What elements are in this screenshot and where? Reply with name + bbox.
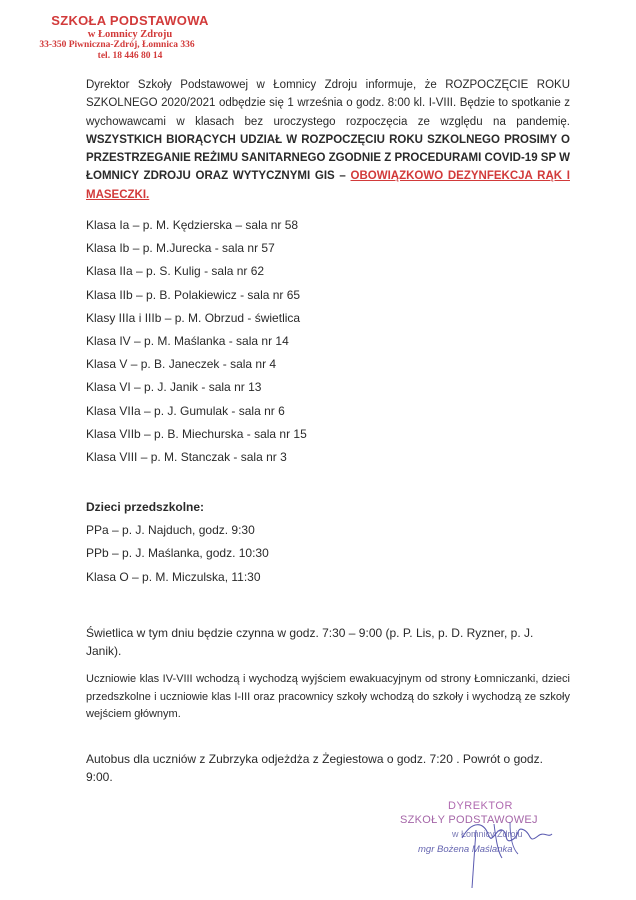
intro-sanitary-notice: WSZYSTKICH BIORĄCYCH UDZIAŁ W ROZPOCZĘCIU ROKU SZKOLNEGO PROSIMY O PRZESTRZEGANIE REŻIMU SANITARNEGO ZGODNIE Z PROCEDURAMI COVID-19 SP W ŁOMNICY ZDROJU ORAZ WYTYCZNYMI GIS –: [86, 133, 570, 183]
preschool-item: PPb – p. J. Maślanka, godz. 10:30: [86, 546, 269, 561]
preschool-item: PPa – p. J. Najduch, godz. 9:30: [86, 523, 255, 538]
class-item: Klasy IIIa i IIIb – p. M. Obrzud - świetlica: [86, 310, 301, 325]
class-item: Klasa VIIb – p. B. Miechurska - sala nr 15: [86, 426, 307, 441]
class-item: Klasa V – p. B. Janeczek - sala nr 4: [86, 357, 277, 372]
handwritten-signature: [392, 800, 562, 890]
director-signature-stamp: [392, 800, 562, 890]
class-room-list: [86, 216, 570, 471]
class-item: Klasa VIII – p. M. Stanczak - sala nr 3: [86, 449, 287, 464]
stamp-school-phone: tel. 18 446 80 14: [97, 50, 163, 61]
stamp-director-name: mgr Bożena Maślanka: [418, 844, 513, 855]
stamp-school-address: 33-350 Piwniczna-Zdrój, Łomnica 336: [39, 40, 195, 51]
class-item: Klasa Ib – p. M.Jurecka - sala nr 57: [86, 241, 275, 256]
class-item: Klasa IV – p. M. Maślanka - sala nr 14: [86, 334, 289, 349]
stamp-school-type: SZKOŁY PODSTAWOWEJ: [400, 814, 538, 826]
entrance-rules: Uczniowie klas IV-VIII wchodzą i wychodzą wyjściem ewakuacyjnym od strony Łomniczanki, dzieci przedszkolne i uczniowie klas I-III oraz pracownicy szkoły wchodzą do szkoły i wychodzą ze szkoły wejściem głównym.: [86, 673, 570, 721]
class-item: Klasa VIIa – p. J. Gumulak - sala nr 6: [86, 403, 285, 418]
stamp-school-place: w Łomnicy Zdroju: [452, 829, 523, 839]
preschool-heading: Dzieci przedszkolne:: [86, 500, 205, 515]
school-header-stamp: [40, 14, 220, 62]
class-item: Klasa Ia – p. M. Kędzierska – sala nr 58: [86, 218, 299, 233]
day-care-hours: Świetlica w tym dniu będzie czynna w godz. 7:30 – 9:00 (p. P. Lis, p. D. Ryzner, p. J. Janik).: [86, 625, 534, 658]
class-item: Klasa IIb – p. B. Polakiewicz - sala nr 65: [86, 287, 301, 302]
intro-mandatory-notice: OBOWIĄZKOWO DEZYNFEKCJA RĄK I MASECZKI.: [86, 170, 570, 201]
bus-schedule: Autobus dla uczniów z Zubrzyka odjeżdża z Żegiestowa o godz. 7:20 . Powrót o godz. 9:00.: [86, 751, 543, 785]
intro-text: Dyrektor Szkoły Podstawowej w Łomnicy Zdroju informuje, że ROZPOCZĘCIE ROKU SZKOLNEGO 2020/2021 odbędzie się 1 września o godz. 8:00 kl. I-VIII. Będzie to spotkanie z wychowawcami w klasach bez uroczystego rozpoczęcia ze względu na pandemię.: [86, 79, 570, 128]
intro-paragraph: [86, 76, 570, 204]
class-item: Klasa IIa – p. S. Kulig - sala nr 62: [86, 264, 265, 279]
document-body: [86, 76, 570, 786]
preschool-item: Klasa O – p. M. Miczulska, 11:30: [86, 569, 261, 584]
class-item: Klasa VI – p. J. Janik - sala nr 13: [86, 380, 262, 395]
preschool-list: [86, 521, 570, 591]
stamp-director-title: DYREKTOR: [448, 800, 513, 812]
faint-scan-mark: [520, 34, 600, 48]
stamp-school-location: w Łomnicy Zdroju: [87, 28, 173, 40]
stamp-school-name: SZKOŁA PODSTAWOWA: [51, 13, 209, 28]
